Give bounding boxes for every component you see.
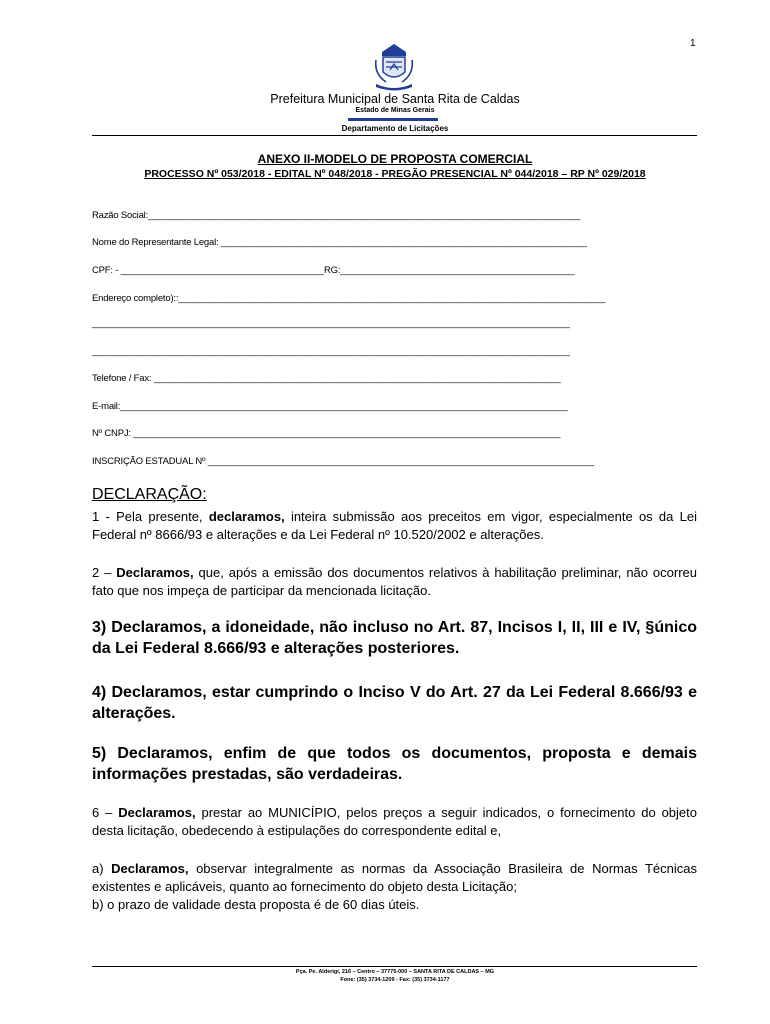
declaration-b: b) o prazo de validade desta proposta é de 60 dias úteis. [92,897,420,912]
header-accent-bar [348,118,438,121]
annex-title: ANEXO II-MODELO DE PROPOSTA COMERCIAL [257,152,533,166]
field-endereco: Endereço completo)::____________________________________________________________________________________ [92,293,606,304]
field-cnpj: Nº CNPJ: ____________________________________________________________________________________ [92,428,561,439]
field-blank-line-1: ______________________________________________________________________________________________ [92,318,570,329]
field-representante: Nome do Representante Legal: ________________________________________________________________________ [92,237,587,248]
field-cpf-rg: CPF: - ________________________________________RG:______________________________________________ [92,265,575,276]
department-label: Departamento de Licitações [341,124,449,133]
declaration-1: 1 - Pela presente, declaramos, inteira submissão aos preceitos em vigor, especialmente os da Lei Federal nº 8666/93 e alterações e da Lei Federal nº 10.520/2002 e alterações. [92,509,697,542]
footer-phone: Fone: (35) 3734-1209 - Fax: (35) 3734-1177 [340,977,450,983]
field-telefone: Telefone / Fax: ________________________________________________________________________________ [92,373,561,384]
municipal-crest-icon [368,40,420,92]
declaration-6: 6 – Declaramos, prestar ao MUNICÍPIO, pelos preços a seguir indicados, o fornecimento do objeto desta licitação, obedecendo à estipulações do correspondente edital e, [92,805,697,838]
page-number: 1 [690,38,696,49]
declaration-4: 4) Declaramos, estar cumprindo o Inciso V do Art. 27 da Lei Federal 8.666/93 e alterações. [92,684,697,722]
footer-address: Pça. Pe. Alderigi, 216 – Centro – 37775-000 – SANTA RITA DE CALDAS – MG [295,969,495,975]
state-subtitle: Estado de Minas Gerais [355,107,435,114]
process-line: PROCESSO Nº 053/2018 - EDITAL Nº 048/2018 - PREGÃO PRESENCIAL Nº 044/2018 – RP Nº 029/2018 [144,168,646,180]
declaration-5: 5) Declaramos, enfim de que todos os documentos, proposta e demais informações prestadas, são verdadeiras. [92,745,697,783]
declaration-a: a) Declaramos, observar integralmente as normas da Associação Brasileira de Normas Técnicas existentes e aplicáveis, quanto ao fornecimento do objeto desta Licitação; [92,861,697,894]
footer-divider [92,966,697,967]
declaration-2: 2 – Declaramos, que, após a emissão dos documentos relativos à habilitação preliminar, não ocorreu fato que nos impeça de participar da mencionada licitação. [92,565,698,598]
declaration-heading: DECLARAÇÃO: [92,486,207,503]
field-blank-line-2: ______________________________________________________________________________________________ [92,346,570,357]
field-email: E-mail:________________________________________________________________________________________ [92,401,568,412]
field-inscricao-estadual: INSCRIÇÃO ESTADUAL Nº ____________________________________________________________________________ [92,456,595,467]
municipality-title: Prefeitura Municipal de Santa Rita de Caldas [270,92,520,106]
header-divider [92,135,697,136]
declaration-3: 3) Declaramos, a idoneidade, não incluso no Art. 87, Incisos I, II, III e IV, §único da Lei Federal 8.666/93 e alterações posteriores. [92,619,697,657]
field-razao-social: Razão Social:_____________________________________________________________________________________ [92,210,581,221]
